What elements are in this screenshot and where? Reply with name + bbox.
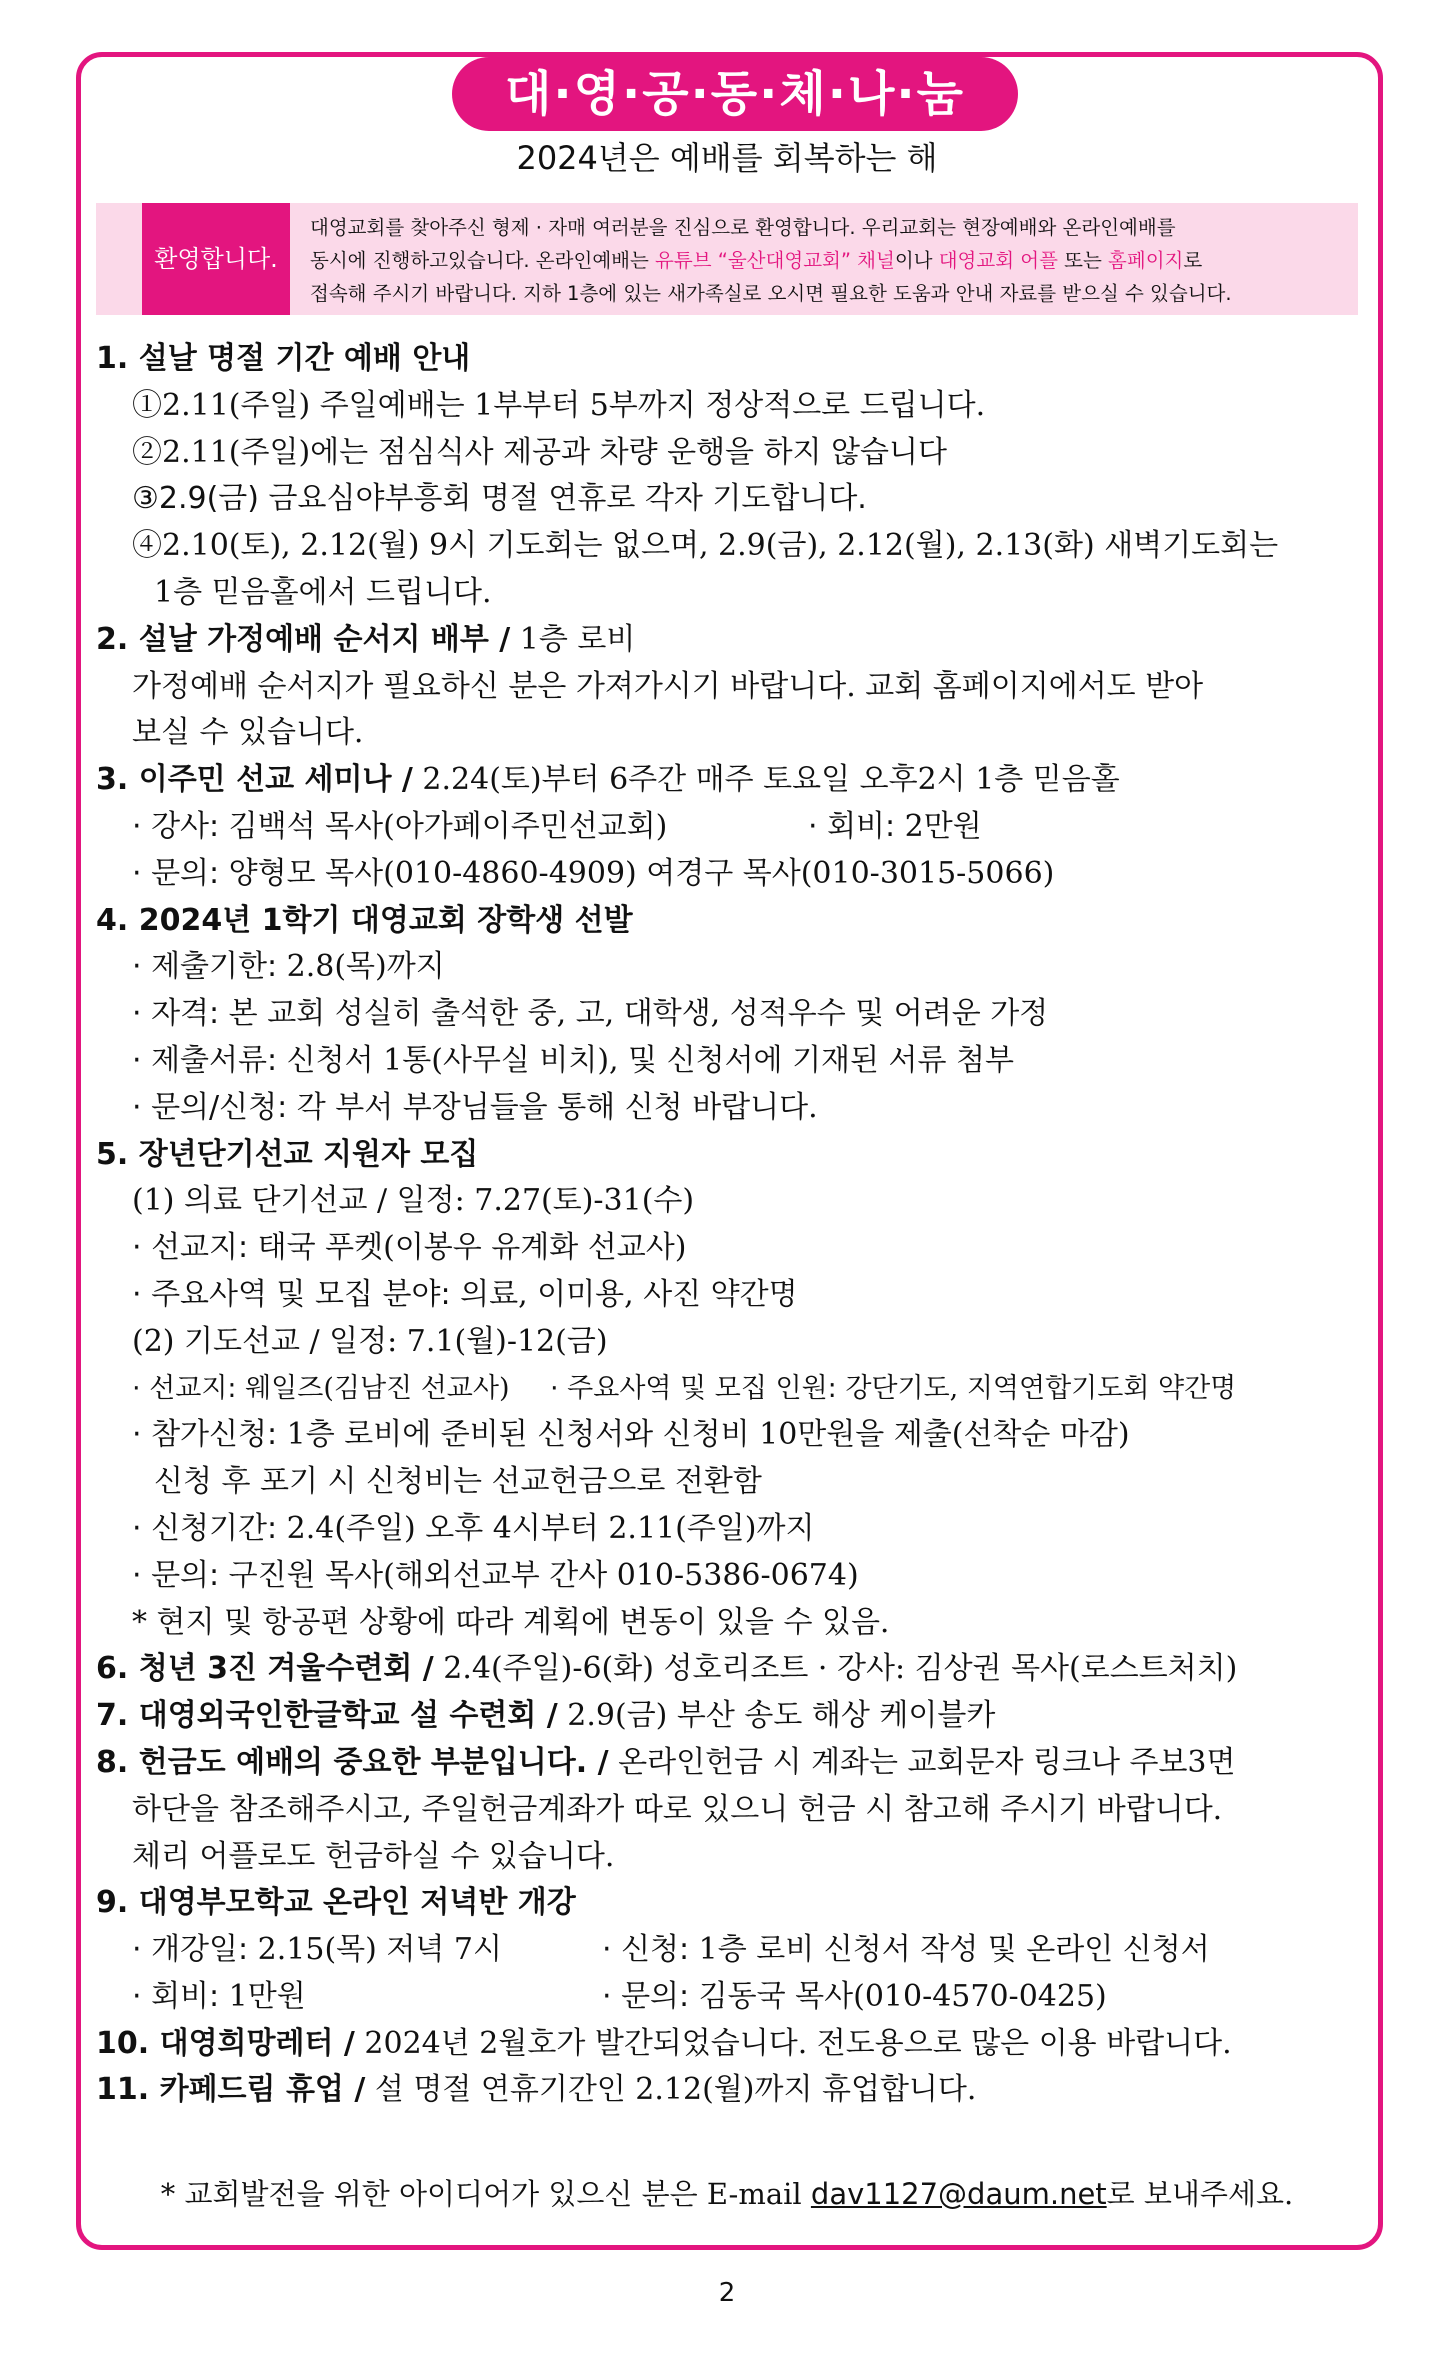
welcome-line-2 xyxy=(310,244,1350,277)
item-value: 2.15(목) 저녁 7시 xyxy=(248,1932,502,1968)
item-value: 2만원 xyxy=(895,808,982,844)
welcome-label: 환영합니다. xyxy=(142,203,290,315)
church-app-link[interactable]: 대영교회 어플 xyxy=(938,249,1058,272)
welcome-line-1: 대영교회를 찾아주신 형제 · 자매 여러분을 진심으로 환영합니다. 우리교회는 현장예배와 온라인예배를 xyxy=(310,216,1176,239)
item-value: 의료, 이미용, 사진 약간명 xyxy=(450,1276,798,1312)
youtube-channel-link[interactable]: 유튜브 “울산대영교회” 채널 xyxy=(655,249,895,272)
page-subtitle: 2024년은 예배를 회복하는 해 xyxy=(516,139,938,177)
section-9-title: 9. 대영부모학교 온라인 저녁반 개강 xyxy=(96,1885,576,1921)
section-8-heading xyxy=(96,1740,1368,1787)
section-9-line xyxy=(96,1974,1368,2021)
section-9-line xyxy=(96,1927,1368,1974)
item-label: · 제출기한: xyxy=(132,949,278,985)
section-4-line xyxy=(96,944,1368,991)
item-value: 본 교회 성실히 출석한 중, 고, 대학생, 성적우수 및 어려운 가정 xyxy=(219,996,1049,1032)
section-10-heading xyxy=(96,2021,1368,2068)
section-3-title-detail: 2.24(토)부터 6주간 매주 토요일 오후2시 1층 믿음홀 xyxy=(412,762,1120,798)
section-2-line: 보실 수 있습니다. xyxy=(132,715,364,751)
section-3-line xyxy=(96,851,1368,898)
item-label: · 제출서류: xyxy=(132,1042,278,1078)
section-2-title: 2. 설날 가정예배 순서지 배부 / xyxy=(96,621,511,657)
section-5-line: 신청 후 포기 시 신청비는 선교헌금으로 전환함 xyxy=(154,1464,762,1500)
section-5-line xyxy=(96,1553,1368,1600)
email-link[interactable]: dav1127@daum.net xyxy=(810,2177,1107,2211)
announcements xyxy=(96,336,1368,2114)
item-label: · 문의: xyxy=(132,1557,220,1593)
section-7-title: 7. 대영외국인한글학교 설 수련회 / xyxy=(96,1698,558,1734)
item-label: · 주요사역 및 모집 분야: xyxy=(132,1276,451,1312)
welcome-box xyxy=(96,203,1358,315)
footer-note xyxy=(0,2172,1454,2216)
section-7-title-detail: 2.9(금) 부산 송도 해상 케이블카 xyxy=(557,1698,996,1734)
item-value: 양형모 목사(010-4860-4909) 여경구 목사(010-3015-5066) xyxy=(219,855,1055,891)
item-value: 강단기도, 지역연합기도회 약간명 xyxy=(836,1372,1237,1404)
item-label: · 개강일: xyxy=(132,1932,249,1968)
item-label: · 주요사역 및 모집 인원: xyxy=(550,1372,837,1404)
welcome-text-part: 또는 xyxy=(1057,249,1109,272)
item-label: · 신청: xyxy=(602,1932,690,1968)
section-5-line xyxy=(96,1225,1368,1272)
section-5-note: * 현지 및 항공편 상황에 따라 계획에 변동이 있을 수 있음. xyxy=(132,1604,890,1640)
item-label: · 문의: xyxy=(602,1978,690,2014)
footer-text: 로 보내주세요. xyxy=(1106,2177,1294,2211)
section-5-line xyxy=(96,1272,1368,1319)
item-value: 1층 로비 신청서 작성 및 온라인 신청서 xyxy=(689,1932,1210,1968)
section-11-title-detail: 설 명절 연휴기간인 2.12(월)까지 휴업합니다. xyxy=(365,2072,977,2108)
item-label: · 회비: xyxy=(132,1978,220,2014)
section-1-line: ①2.11(주일) 주일예배는 1부부터 5부까지 정상적으로 드립니다. xyxy=(132,387,986,423)
section-4-line xyxy=(96,1085,1368,1132)
item-label: · 문의/신청: xyxy=(132,1089,288,1125)
section-4-title: 4. 2024년 1학기 대영교회 장학생 선발 xyxy=(96,902,633,938)
section-2-title-detail: 1층 로비 xyxy=(510,621,636,657)
item-value: 1층 로비에 준비된 신청서와 신청비 10만원을 제출(선착순 마감) xyxy=(277,1417,1130,1453)
section-8-line: 체리 어플로도 헌금하실 수 있습니다. xyxy=(132,1838,615,1874)
section-4-line xyxy=(96,1038,1368,1085)
section-7-heading xyxy=(96,1693,1368,1740)
section-6-title-detail: 2.4(주일)-6(화) 성호리조트 · 강사: 김상권 목사(로스트처치) xyxy=(433,1651,1238,1687)
section-1-line: ②2.11(주일)에는 점심식사 제공과 차량 운행을 하지 않습니다 xyxy=(132,434,947,470)
section-10-title-detail: 2024년 2월호가 발간되었습니다. 전도용으로 많은 이용 바랍니다. xyxy=(354,2025,1232,2061)
section-5-title: 5. 장년단기선교 지원자 모집 xyxy=(96,1136,479,1172)
item-value: 구진원 목사(해외선교부 간사 010-5386-0674) xyxy=(219,1557,859,1593)
item-label: · 선교지: xyxy=(132,1230,249,1266)
item-value: 김백석 목사(아가페이주민선교회) xyxy=(219,808,668,844)
section-4-line xyxy=(96,991,1368,1038)
section-3-heading xyxy=(96,757,1368,804)
section-2-line: 가정예배 순서지가 필요하신 분은 가져가시기 바랍니다. 교회 홈페이지에서도 받아 xyxy=(132,668,1204,704)
page-number: 2 xyxy=(718,2278,736,2308)
item-value: 태국 푸켓(이봉우 유계화 선교사) xyxy=(248,1230,687,1266)
item-label: · 회비: xyxy=(808,808,896,844)
welcome-text xyxy=(310,211,1350,310)
item-value: 2.8(목)까지 xyxy=(277,949,445,985)
section-5-line xyxy=(96,1506,1368,1553)
section-1-line: 1층 믿음홀에서 드립니다. xyxy=(154,574,492,610)
section-11-title: 11. 카페드림 휴업 / xyxy=(96,2072,366,2108)
section-2-heading xyxy=(96,617,1368,664)
section-10-title: 10. 대영희망레터 / xyxy=(96,2025,355,2061)
section-6-title: 6. 청년 3진 겨울수련회 / xyxy=(96,1651,434,1687)
section-3-title: 3. 이주민 선교 세미나 / xyxy=(96,762,413,798)
section-6-heading xyxy=(96,1646,1368,1693)
item-value: 신청서 1통(사무실 비치), 및 신청서에 기재된 서류 첨부 xyxy=(277,1042,1015,1078)
section-8-title-detail: 온라인헌금 시 계좌는 교회문자 링크나 주보3면 xyxy=(608,1744,1236,1780)
item-label: · 선교지: xyxy=(132,1372,237,1404)
section-1-title: 1. 설날 명절 기간 예배 안내 xyxy=(96,341,471,376)
item-label: · 문의: xyxy=(132,855,220,891)
section-5-line xyxy=(96,1366,1368,1413)
welcome-line-3: 접속해 주시기 바랍니다. 지하 1층에 있는 새가족실로 오시면 필요한 도움과 안내 자료를 받으실 수 있습니다. xyxy=(310,282,1232,305)
section-5-line: (2) 기도선교 / 일정: 7.1(월)-12(금) xyxy=(132,1323,608,1359)
item-value: 1만원 xyxy=(219,1978,306,2014)
welcome-text-part: 동시에 진행하고있습니다. 온라인예배는 xyxy=(310,249,656,272)
section-1-line: ④2.10(토), 2.12(월) 9시 기도회는 없으며, 2.9(금), 2.12(월), 2.13(화) 새벽기도회는 xyxy=(132,528,1279,564)
section-8-title: 8. 헌금도 예배의 중요한 부분입니다. / xyxy=(96,1744,609,1780)
item-label: · 신청기간: xyxy=(132,1510,278,1546)
footer-text: * 교회발전을 위한 아이디어가 있으신 분은 E-mail xyxy=(160,2177,811,2211)
item-label: · 참가신청: xyxy=(132,1417,278,1453)
item-value: 웨일즈(김남진 선교사) xyxy=(236,1372,510,1404)
welcome-text-part: 로 xyxy=(1183,249,1203,272)
item-value: 각 부서 부장님들을 통해 신청 바랍니다. xyxy=(287,1089,818,1125)
item-label: · 강사: xyxy=(132,808,220,844)
welcome-text-part: 이나 xyxy=(894,249,939,272)
page-title-banner: 대·영·공·동·체·나·눔 xyxy=(452,57,1018,131)
section-5-line: (1) 의료 단기선교 / 일정: 7.27(토)-31(수) xyxy=(132,1183,695,1219)
section-8-line: 하단을 참조해주시고, 주일헌금계좌가 따로 있으니 헌금 시 참고해 주시기 바랍니다. xyxy=(132,1791,1223,1827)
item-value: 김동국 목사(010-4570-0425) xyxy=(689,1978,1107,2014)
section-11-heading xyxy=(96,2067,1368,2114)
section-1-line: ③2.9(금) 금요심야부흥회 명절 연휴로 각자 기도합니다. xyxy=(132,481,867,517)
section-3-line xyxy=(96,804,1368,851)
item-label: · 자격: xyxy=(132,996,220,1032)
item-value: 2.4(주일) 오후 4시부터 2.11(주일)까지 xyxy=(277,1510,815,1546)
homepage-link[interactable]: 홈페이지 xyxy=(1108,249,1184,272)
section-5-line xyxy=(96,1412,1368,1459)
